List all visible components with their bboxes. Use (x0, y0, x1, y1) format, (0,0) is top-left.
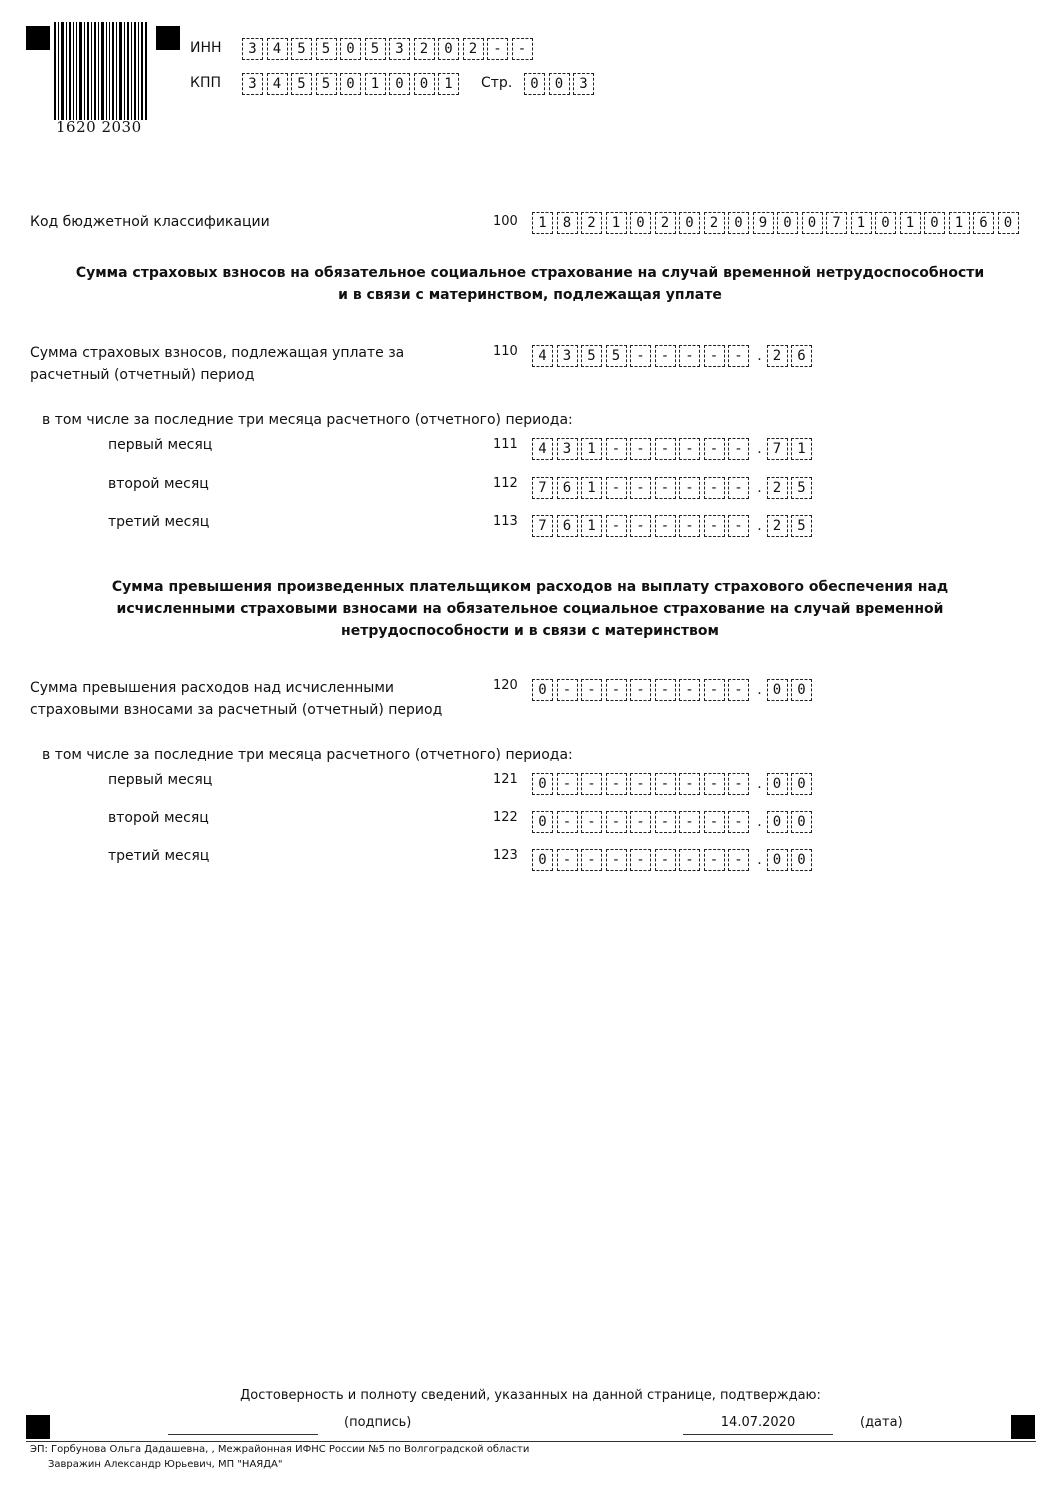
char-cell[interactable]: 0 (524, 73, 545, 95)
char-cell[interactable]: - (606, 679, 627, 701)
char-cell[interactable]: 5 (291, 38, 312, 60)
char-cell[interactable]: - (679, 773, 700, 795)
char-cell[interactable]: - (655, 811, 676, 833)
char-cell[interactable]: 7 (767, 438, 788, 460)
barcode-number: 1620 2030 (56, 118, 142, 136)
char-cell[interactable]: 0 (998, 212, 1019, 234)
char-cell[interactable]: - (728, 345, 749, 367)
char-cell[interactable]: - (728, 477, 749, 499)
char-cell[interactable]: 4 (532, 345, 553, 367)
char-cell[interactable]: 8 (557, 212, 578, 234)
char-cell[interactable]: 0 (777, 212, 798, 234)
char-cell[interactable]: 1 (581, 438, 602, 460)
char-cell[interactable]: 0 (802, 212, 823, 234)
signature-line[interactable] (168, 1434, 318, 1435)
char-cell[interactable]: - (655, 679, 676, 701)
amount-field-121 (532, 773, 816, 795)
char-cell[interactable]: 4 (267, 73, 288, 95)
barcode-image (54, 22, 147, 120)
month-label: третий месяц (108, 848, 210, 864)
section1-heading-line2: и в связи с материнством, подлежащая уплате (338, 287, 722, 303)
line-code: 123 (493, 848, 518, 863)
char-cell[interactable]: 1 (532, 212, 553, 234)
char-cell[interactable]: 2 (463, 38, 484, 60)
amount-field-111 (532, 438, 816, 460)
char-cell[interactable]: - (606, 477, 627, 499)
char-cell[interactable]: - (704, 679, 725, 701)
char-cell[interactable]: 0 (532, 849, 553, 871)
char-cell[interactable]: 5 (316, 73, 337, 95)
char-cell[interactable]: - (630, 773, 651, 795)
char-cell[interactable]: - (679, 811, 700, 833)
char-cell[interactable]: 0 (389, 73, 410, 95)
section2-total-label-line1: Сумма превышения расходов над исчисленными (30, 680, 394, 696)
section1-total-label-line1: Сумма страховых взносов, подлежащая уплате за (30, 345, 405, 361)
char-cell[interactable]: - (679, 679, 700, 701)
char-cell[interactable]: - (487, 38, 508, 60)
corner-marker-top-left (26, 26, 50, 50)
section2-heading (60, 576, 1000, 642)
amount-field-112 (532, 477, 816, 499)
char-cell[interactable]: 5 (316, 38, 337, 60)
char-cell[interactable]: 0 (767, 811, 788, 833)
amount-field-122 (532, 811, 816, 833)
line-code: 121 (493, 772, 518, 787)
char-cell[interactable]: 5 (365, 38, 386, 60)
footer-divider (26, 1441, 1036, 1442)
char-cell[interactable]: - (679, 477, 700, 499)
char-cell[interactable]: - (704, 438, 725, 460)
section2-heading-line2: исчисленными страховыми взносами на обязательное социальное страхование на случай временной (116, 601, 944, 617)
amount-field-110 (532, 345, 816, 367)
char-cell[interactable]: - (704, 811, 725, 833)
char-cell[interactable]: 0 (438, 38, 459, 60)
char-cell[interactable]: 4 (267, 38, 288, 60)
char-cell[interactable]: 3 (242, 73, 263, 95)
char-cell[interactable]: 0 (532, 679, 553, 701)
section1-heading-line1: Сумма страховых взносов на обязательное социальное страхование на случай временной нетрудоспособности (75, 265, 985, 281)
char-cell[interactable]: 1 (581, 477, 602, 499)
char-cell[interactable]: 0 (414, 73, 435, 95)
page-label: Стр. (481, 75, 513, 91)
char-cell[interactable]: - (679, 438, 700, 460)
date-caption: (дата) (860, 1415, 903, 1430)
section2-total-label (30, 678, 442, 720)
char-cell[interactable]: - (606, 811, 627, 833)
char-cell[interactable]: - (655, 515, 676, 537)
line-code: 122 (493, 810, 518, 825)
confirmation-text: Достоверность и полноту сведений, указанных на данной странице, подтверждаю: (240, 1388, 821, 1403)
char-cell[interactable]: - (581, 811, 602, 833)
char-cell[interactable]: - (655, 773, 676, 795)
kpp-field (242, 73, 463, 95)
char-cell[interactable]: 5 (581, 345, 602, 367)
char-cell[interactable]: 2 (414, 38, 435, 60)
char-cell[interactable]: 0 (340, 38, 361, 60)
char-cell[interactable]: 1 (949, 212, 970, 234)
char-cell[interactable]: - (655, 345, 676, 367)
char-cell[interactable]: - (704, 515, 725, 537)
char-cell[interactable]: 2 (767, 477, 788, 499)
line-code: 110 (493, 344, 518, 359)
char-cell[interactable]: - (679, 849, 700, 871)
char-cell[interactable]: 0 (791, 679, 812, 701)
decimal-separator: . (757, 814, 762, 830)
char-cell[interactable]: 0 (791, 811, 812, 833)
char-cell[interactable]: 5 (606, 345, 627, 367)
char-cell[interactable]: - (630, 345, 651, 367)
char-cell[interactable]: 5 (291, 73, 312, 95)
section1-including-label: в том числе за последние три месяца расчетного (отчетного) периода: (42, 412, 573, 428)
char-cell[interactable]: - (630, 849, 651, 871)
char-cell[interactable]: 3 (573, 73, 594, 95)
kbk-line-code: 100 (493, 214, 518, 229)
char-cell[interactable]: 7 (532, 477, 553, 499)
char-cell[interactable]: 0 (767, 849, 788, 871)
char-cell[interactable]: 3 (557, 438, 578, 460)
decimal-separator: . (757, 348, 762, 364)
corner-marker-top-right (156, 26, 180, 50)
char-cell[interactable]: - (606, 515, 627, 537)
char-cell[interactable]: - (728, 849, 749, 871)
decimal-separator: . (757, 480, 762, 496)
char-cell[interactable]: - (630, 811, 651, 833)
char-cell[interactable]: - (679, 345, 700, 367)
char-cell[interactable]: - (704, 345, 725, 367)
section1-heading (60, 262, 1000, 306)
char-cell[interactable]: - (655, 477, 676, 499)
char-cell[interactable]: 5 (791, 477, 812, 499)
char-cell[interactable]: - (630, 477, 651, 499)
section2-heading-line3: нетрудоспособности и в связи с материнством (341, 623, 719, 639)
char-cell[interactable]: - (630, 515, 651, 537)
char-cell[interactable]: - (728, 438, 749, 460)
line-code: 112 (493, 476, 518, 491)
char-cell[interactable]: 1 (606, 212, 627, 234)
char-cell[interactable]: 0 (679, 212, 700, 234)
char-cell[interactable]: - (679, 515, 700, 537)
date-value: 14.07.2020 (683, 1415, 833, 1435)
corner-marker-bottom-left (26, 1415, 50, 1439)
char-cell[interactable]: 2 (704, 212, 725, 234)
month-label: первый месяц (108, 437, 213, 453)
char-cell[interactable]: 0 (532, 773, 553, 795)
amount-field-123 (532, 849, 816, 871)
line-code: 113 (493, 514, 518, 529)
section2-heading-line1: Сумма превышения произведенных плательщиком расходов на выплату страхового обеспечения над (111, 579, 949, 595)
decimal-separator: . (757, 682, 762, 698)
char-cell[interactable]: 1 (900, 212, 921, 234)
kpp-label: КПП (190, 75, 221, 91)
char-cell[interactable]: 0 (767, 773, 788, 795)
amount-field-113 (532, 515, 816, 537)
char-cell[interactable]: - (655, 849, 676, 871)
section1-total-label (30, 343, 404, 385)
decimal-separator: . (757, 441, 762, 457)
char-cell[interactable]: - (728, 515, 749, 537)
decimal-separator: . (757, 852, 762, 868)
char-cell[interactable]: - (606, 438, 627, 460)
char-cell[interactable]: 0 (630, 212, 651, 234)
char-cell[interactable]: 0 (791, 849, 812, 871)
char-cell[interactable]: 3 (242, 38, 263, 60)
char-cell[interactable]: 0 (875, 212, 896, 234)
month-label: первый месяц (108, 772, 213, 788)
char-cell[interactable]: - (512, 38, 533, 60)
line-code: 120 (493, 678, 518, 693)
char-cell[interactable]: - (581, 773, 602, 795)
kbk-label: Код бюджетной классификации (30, 214, 270, 230)
ep-line-1: ЭП: Горбунова Ольга Дадашевна, , Межрайонная ИФНС России №5 по Волгоградской области (30, 1444, 530, 1455)
char-cell[interactable]: 0 (532, 811, 553, 833)
char-cell[interactable]: - (630, 679, 651, 701)
section2-total-label-line2: страховыми взносами за расчетный (отчетный) период (30, 702, 443, 718)
line-code: 111 (493, 437, 518, 452)
char-cell[interactable]: - (728, 811, 749, 833)
char-cell[interactable]: 6 (973, 212, 994, 234)
decimal-separator: . (757, 518, 762, 534)
char-cell[interactable]: - (557, 811, 578, 833)
corner-marker-bottom-right (1011, 1415, 1035, 1439)
char-cell[interactable]: - (728, 679, 749, 701)
char-cell[interactable]: - (557, 849, 578, 871)
char-cell[interactable]: 4 (532, 438, 553, 460)
decimal-separator: . (757, 776, 762, 792)
char-cell[interactable]: - (606, 849, 627, 871)
char-cell[interactable]: - (557, 679, 578, 701)
char-cell[interactable]: - (655, 438, 676, 460)
section1-total-label-line2: расчетный (отчетный) период (30, 367, 255, 383)
char-cell[interactable]: 0 (767, 679, 788, 701)
month-label: третий месяц (108, 514, 210, 530)
inn-label: ИНН (190, 40, 222, 56)
char-cell[interactable]: - (606, 773, 627, 795)
char-cell[interactable]: 0 (924, 212, 945, 234)
char-cell[interactable]: - (581, 679, 602, 701)
char-cell[interactable]: 6 (791, 345, 812, 367)
month-label: второй месяц (108, 810, 209, 826)
char-cell[interactable]: 0 (728, 212, 749, 234)
page-number-field (524, 73, 598, 95)
char-cell[interactable]: 1 (851, 212, 872, 234)
section2-including-label: в том числе за последние три месяца расчетного (отчетного) периода: (42, 747, 573, 763)
char-cell[interactable]: - (630, 438, 651, 460)
char-cell[interactable]: 1 (791, 438, 812, 460)
char-cell[interactable]: 2 (581, 212, 602, 234)
char-cell[interactable]: 1 (365, 73, 386, 95)
char-cell[interactable]: - (557, 773, 578, 795)
char-cell[interactable]: 2 (767, 515, 788, 537)
signature-caption: (подпись) (344, 1415, 412, 1430)
char-cell[interactable]: 7 (826, 212, 847, 234)
char-cell[interactable]: - (704, 849, 725, 871)
kbk-field (532, 212, 1022, 234)
char-cell[interactable]: - (581, 849, 602, 871)
char-cell[interactable]: - (728, 773, 749, 795)
inn-field (242, 38, 536, 60)
amount-field-120 (532, 679, 816, 701)
ep-line-2: Завражин Александр Юрьевич, МП "НАЯДА" (48, 1459, 283, 1470)
char-cell[interactable]: - (704, 477, 725, 499)
char-cell[interactable]: 3 (389, 38, 410, 60)
char-cell[interactable]: 1 (438, 73, 459, 95)
char-cell[interactable]: 6 (557, 515, 578, 537)
char-cell[interactable]: 2 (767, 345, 788, 367)
char-cell[interactable]: 3 (557, 345, 578, 367)
char-cell[interactable]: 7 (532, 515, 553, 537)
char-cell[interactable]: 6 (557, 477, 578, 499)
char-cell[interactable]: 9 (753, 212, 774, 234)
char-cell[interactable]: 1 (581, 515, 602, 537)
char-cell[interactable]: - (704, 773, 725, 795)
char-cell[interactable]: 0 (549, 73, 570, 95)
char-cell[interactable]: 2 (655, 212, 676, 234)
month-label: второй месяц (108, 476, 209, 492)
char-cell[interactable]: 0 (340, 73, 361, 95)
char-cell[interactable]: 5 (791, 515, 812, 537)
char-cell[interactable]: 0 (791, 773, 812, 795)
